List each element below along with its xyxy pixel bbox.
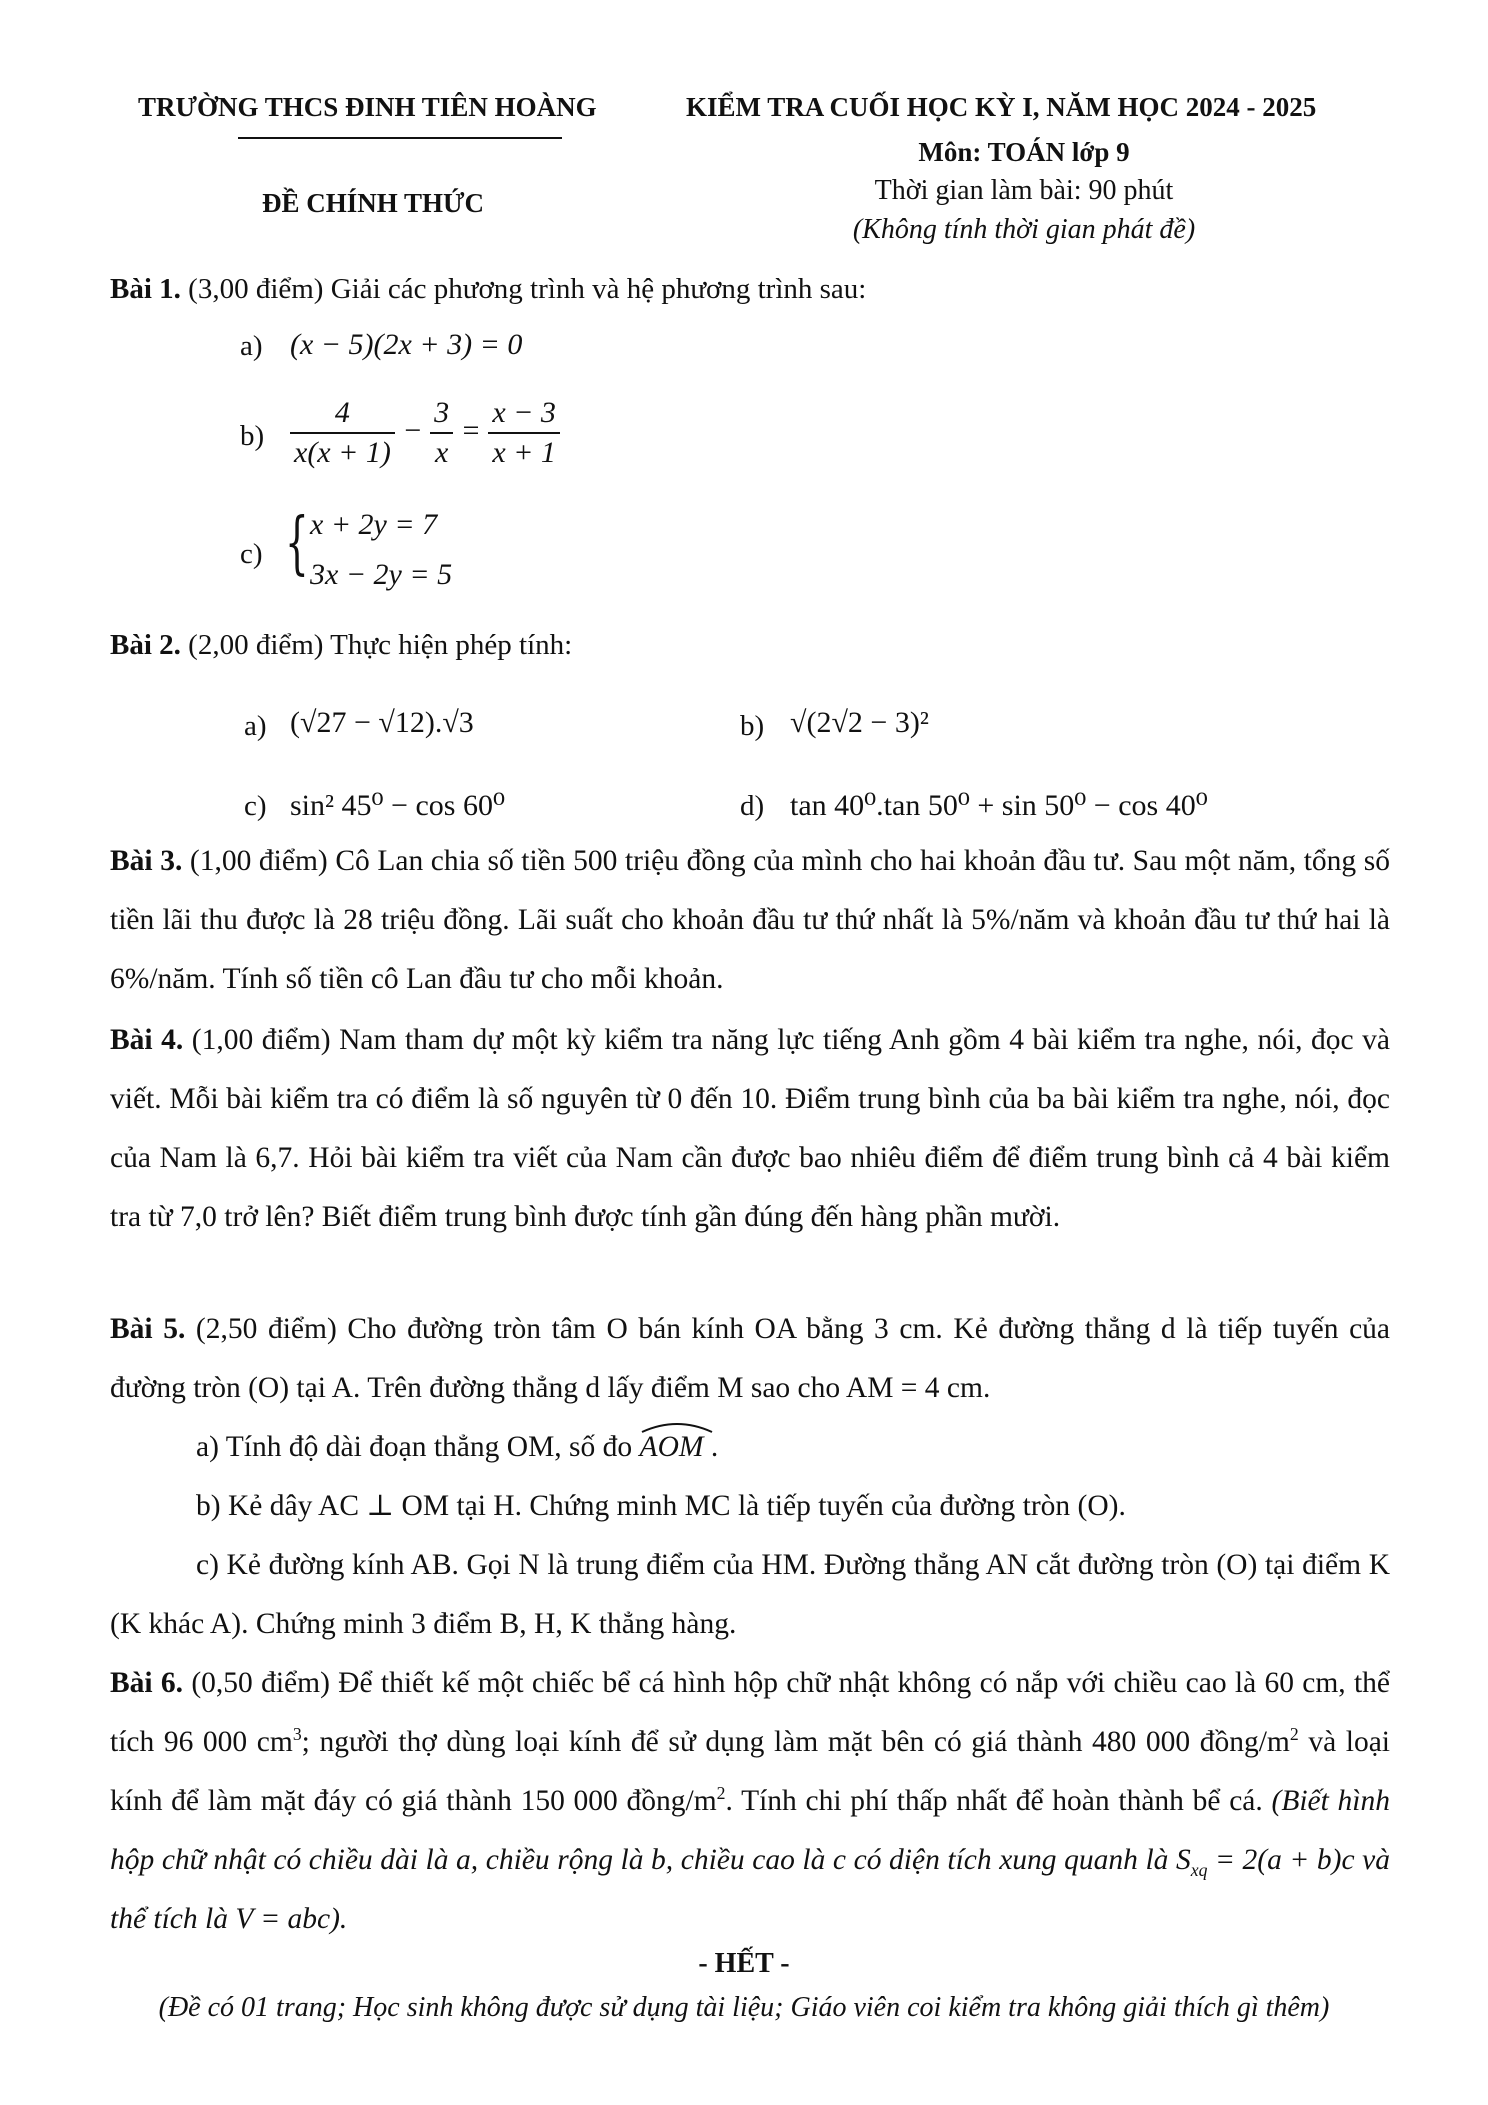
bai5-a bbox=[196, 1418, 718, 1477]
fraction-3-num: x − 3 bbox=[488, 396, 560, 434]
bai5-paragraph bbox=[110, 1300, 1390, 1418]
school-name: TRƯỜNG THCS ĐINH TIÊN HOÀNG bbox=[138, 92, 597, 122]
bai2-title: Bài 2. bbox=[110, 629, 181, 661]
bai2-d-label: d) bbox=[740, 790, 765, 822]
fraction-2-num: 3 bbox=[430, 396, 453, 434]
fraction-1-den: x(x + 1) bbox=[294, 436, 391, 469]
bai2-b-expr: √(2√2 − 3)² bbox=[790, 706, 929, 739]
fraction-3 bbox=[488, 396, 560, 470]
time-line: Thời gian làm bài: 90 phút bbox=[874, 175, 1174, 206]
bai2-a-label: a) bbox=[244, 710, 267, 742]
bai5-a-text: a) Tính độ dài đoạn thẳng OM, số đo bbox=[196, 1431, 640, 1463]
equals-sign: = bbox=[460, 413, 481, 447]
bai6-text-1: (0,50 điểm) Để thiết kế một chiếc bể cá hình hộp chữ nhật không có nắp với chiều cao là 60 cm, thể tích 96 000 cm bbox=[110, 1667, 1390, 1758]
bai1-a-label: a) bbox=[240, 330, 263, 362]
end-marker: - HẾT - bbox=[698, 1948, 790, 1979]
bai2-heading bbox=[110, 616, 572, 674]
bai6-note-2: = 2(a + b)c và thể tích là V = abc). bbox=[110, 1844, 1391, 1935]
bai4-title: Bài 4. bbox=[110, 1024, 184, 1056]
bai6-text-3: và loại kính để làm mặt đáy có giá thành 150 000 đồng/m bbox=[110, 1726, 1390, 1817]
minus-sign: − bbox=[402, 413, 423, 447]
bai6-text-2: ; người thợ dùng loại kính để sử dụng làm mặt bên có giá thành 480 000 đồng/m bbox=[301, 1726, 1290, 1758]
fraction-3-den: x + 1 bbox=[492, 436, 556, 469]
footer-note: (Đề có 01 trang; Học sinh không được sử dụng tài liệu; Giáo viên coi kiểm tra không giải thích gì thêm) bbox=[158, 1992, 1330, 2023]
fraction-2-den: x bbox=[434, 436, 449, 469]
bai3-paragraph bbox=[110, 832, 1390, 1009]
bai4-text: (1,00 điểm) Nam tham dự một kỳ kiểm tra năng lực tiếng Anh gồm 4 bài kiểm tra nghe, nói, đọc và viết. Mỗi bài kiểm tra có điểm là số nguyên từ 0 đến 10. Điểm trung bình của ba bài kiểm tra nghe, nói, đọc của Nam là 6,7. Hỏi bài kiểm tra viết của Nam cần được bao nhiêu điểm để điểm trung bình cả 4 bài kiểm tra từ 7,0 trở lên? Biết điểm trung bình được tính gần đúng đến hàng phần mười. bbox=[110, 1024, 1390, 1233]
bai6-sup-3: 3 bbox=[292, 1724, 302, 1745]
bai5-c: c) Kẻ đường kính AB. Gọi N là trung điểm của HM. Đường thẳng AN cắt đường tròn (O) tại điểm K (K khác A). Chứng minh 3 điểm B, H, K thẳng hàng. bbox=[110, 1549, 1390, 1640]
bai1-b-label: b) bbox=[240, 420, 265, 452]
bai5-text: (2,50 điểm) Cho đường tròn tâm O bán kính OA bằng 3 cm. Kẻ đường thẳng d là tiếp tuyến của đường tròn (O) tại A. Trên đường thẳng d lấy điểm M sao cho AM = 4 cm. bbox=[110, 1313, 1391, 1404]
angle-hat-icon bbox=[640, 1420, 714, 1434]
bai6-paragraph bbox=[110, 1654, 1390, 1949]
bai5-title: Bài 5. bbox=[110, 1313, 186, 1345]
bai1-b-expr bbox=[290, 396, 560, 470]
bai6-title: Bài 6. bbox=[110, 1667, 184, 1699]
bai1-c-eq2: 3x − 2y = 5 bbox=[310, 558, 453, 591]
bai3-title: Bài 3. bbox=[110, 845, 183, 877]
system-brace: { bbox=[285, 504, 309, 583]
fraction-1-num: 4 bbox=[290, 396, 395, 434]
bai2-desc: (2,00 điểm) Thực hiện phép tính: bbox=[180, 629, 573, 661]
bai4-paragraph bbox=[110, 1011, 1390, 1247]
bai2-a-expr: (√27 − √12).√3 bbox=[290, 706, 474, 739]
bai6-text-4: . Tính chi phí thấp nhất để hoàn thành bể cá. bbox=[725, 1785, 1272, 1817]
angle-aom bbox=[640, 1418, 704, 1477]
subject-line: Môn: TOÁN lớp 9 bbox=[918, 137, 1130, 167]
bai5-b: b) Kẻ dây AC ⊥ OM tại H. Chứng minh MC là tiếp tuyến của đường tròn (O). bbox=[196, 1490, 1126, 1522]
bai1-c-eq1: x + 2y = 7 bbox=[310, 508, 438, 541]
bai6-sup-2a: 2 bbox=[1289, 1724, 1299, 1745]
bai2-c-expr: sin² 45⁰ − cos 60⁰ bbox=[290, 789, 505, 822]
official-label: ĐỀ CHÍNH THỨC bbox=[262, 188, 485, 218]
bai1-heading bbox=[110, 260, 866, 318]
bai1-c-label: c) bbox=[240, 538, 263, 570]
exam-title: KIỂM TRA CUỐI HỌC KỲ I, NĂM HỌC 2024 - 2025 bbox=[686, 92, 1317, 122]
bai6-note-1: (Biết hình hộp chữ nhật có chiều dài là a, chiều rộng là b, chiều cao là c có diện tích xung quanh là S bbox=[110, 1785, 1390, 1876]
bai1-title: Bài 1. bbox=[110, 273, 181, 305]
bai1-desc: (3,00 điểm) Giải các phương trình và hệ phương trình sau: bbox=[180, 273, 867, 305]
fraction-2 bbox=[430, 396, 453, 470]
bai6-sup-2b: 2 bbox=[716, 1783, 726, 1804]
bai2-b-label: b) bbox=[740, 710, 765, 742]
angle-aom-text: AOM bbox=[639, 1431, 704, 1463]
fraction-1 bbox=[290, 396, 395, 470]
bai1-a-expr: (x − 5)(2x + 3) = 0 bbox=[290, 328, 523, 361]
bai6-note-sub: xq bbox=[1190, 1859, 1208, 1880]
bai2-c-label: c) bbox=[244, 790, 267, 822]
bai2-d-expr: tan 40⁰.tan 50⁰ + sin 50⁰ − cos 40⁰ bbox=[790, 789, 1208, 822]
bai3-text: (1,00 điểm) Cô Lan chia số tiền 500 triệu đồng của mình cho hai khoản đầu tư. Sau một năm, tổng số tiền lãi thu được là 28 triệu đồng. Lãi suất cho khoản đầu tư thứ nhất là 5%/năm và khoản đầu tư thứ hai là 6%/năm. Tính số tiền cô Lan đầu tư cho mỗi khoản. bbox=[110, 845, 1390, 995]
bai5-a-end: . bbox=[703, 1431, 719, 1463]
time-note: (Không tính thời gian phát đề) bbox=[852, 214, 1196, 245]
